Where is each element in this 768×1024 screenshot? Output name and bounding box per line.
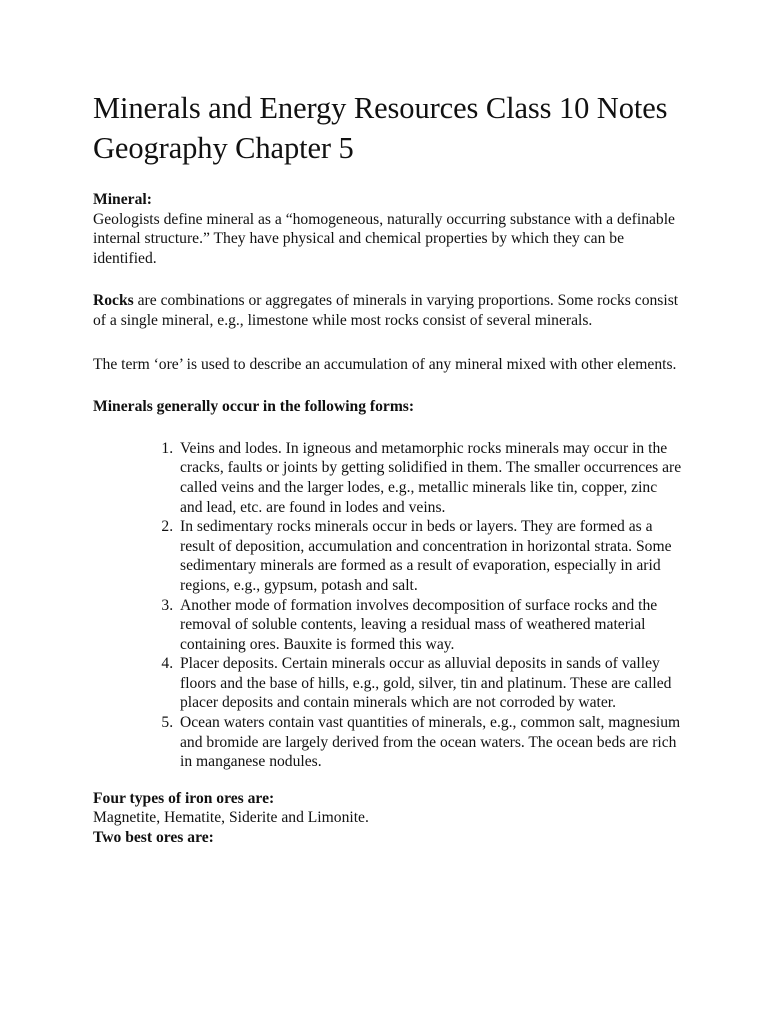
list-item: 4. Placer deposits. Certain minerals occur as alluvial deposits in sands of valley floors and the base of hills, e.g., gold, silver, tin and platinum. These are called placer deposits and contain minerals which are not corroded by water. — [177, 654, 683, 713]
list-item: 3. Another mode of formation involves decomposition of surface rocks and the removal of soluble contents, leaving a residual mass of weathered material containing ores. Bauxite is formed this way. — [177, 596, 683, 655]
iron-ores-list: Magnetite, Hematite, Siderite and Limonite. — [93, 809, 369, 827]
forms-list — [93, 439, 683, 772]
rocks-term: Rocks — [93, 292, 134, 310]
best-ores-heading: Two best ores are: — [93, 829, 214, 847]
document-content — [93, 88, 683, 848]
list-item: 1. Veins and lodes. In igneous and metamorphic rocks minerals may occur in the cracks, faults or joints by getting solidified in them. The smaller occurrences are called veins and the larger lodes, e.g., metallic minerals like tin, copper, zinc and lead, etc. are found in lodes and veins. — [177, 439, 683, 517]
mineral-section — [93, 190, 683, 268]
rocks-section — [93, 291, 683, 330]
iron-ores-heading: Four types of iron ores are: — [93, 789, 275, 807]
forms-heading: Minerals generally occur in the following forms: — [93, 398, 415, 416]
mineral-definition: Geologists define mineral as a “homogeneous, naturally occurring substance with a definable internal structure.” They have physical and chemical properties by which they can be identified. — [93, 210, 675, 267]
mineral-heading: Mineral: — [93, 191, 152, 208]
list-item: 2. In sedimentary rocks minerals occur in beds or layers. They are formed as a result of deposition, accumulation and concentration in horizontal strata. Some sedimentary minerals are formed as a result of evaporation, especially in arid regions, e.g., gypsum, potash and salt. — [177, 517, 683, 595]
page-title: Minerals and Energy Resources Class 10 Notes Geography Chapter 5 — [93, 91, 668, 165]
rocks-definition: are combinations or aggregates of minerals in varying proportions. Some rocks consist of a single mineral, e.g., limestone while most rocks consist of several minerals. — [93, 292, 679, 329]
list-item: 5. Ocean waters contain vast quantities of minerals, e.g., common salt, magnesium and bromide are largely derived from the ocean waters. The ocean beds are rich in manganese nodules. — [177, 713, 683, 772]
iron-ores-section — [93, 789, 683, 848]
ore-definition: The term ‘ore’ is used to describe an accumulation of any mineral mixed with other elements. — [93, 355, 677, 373]
